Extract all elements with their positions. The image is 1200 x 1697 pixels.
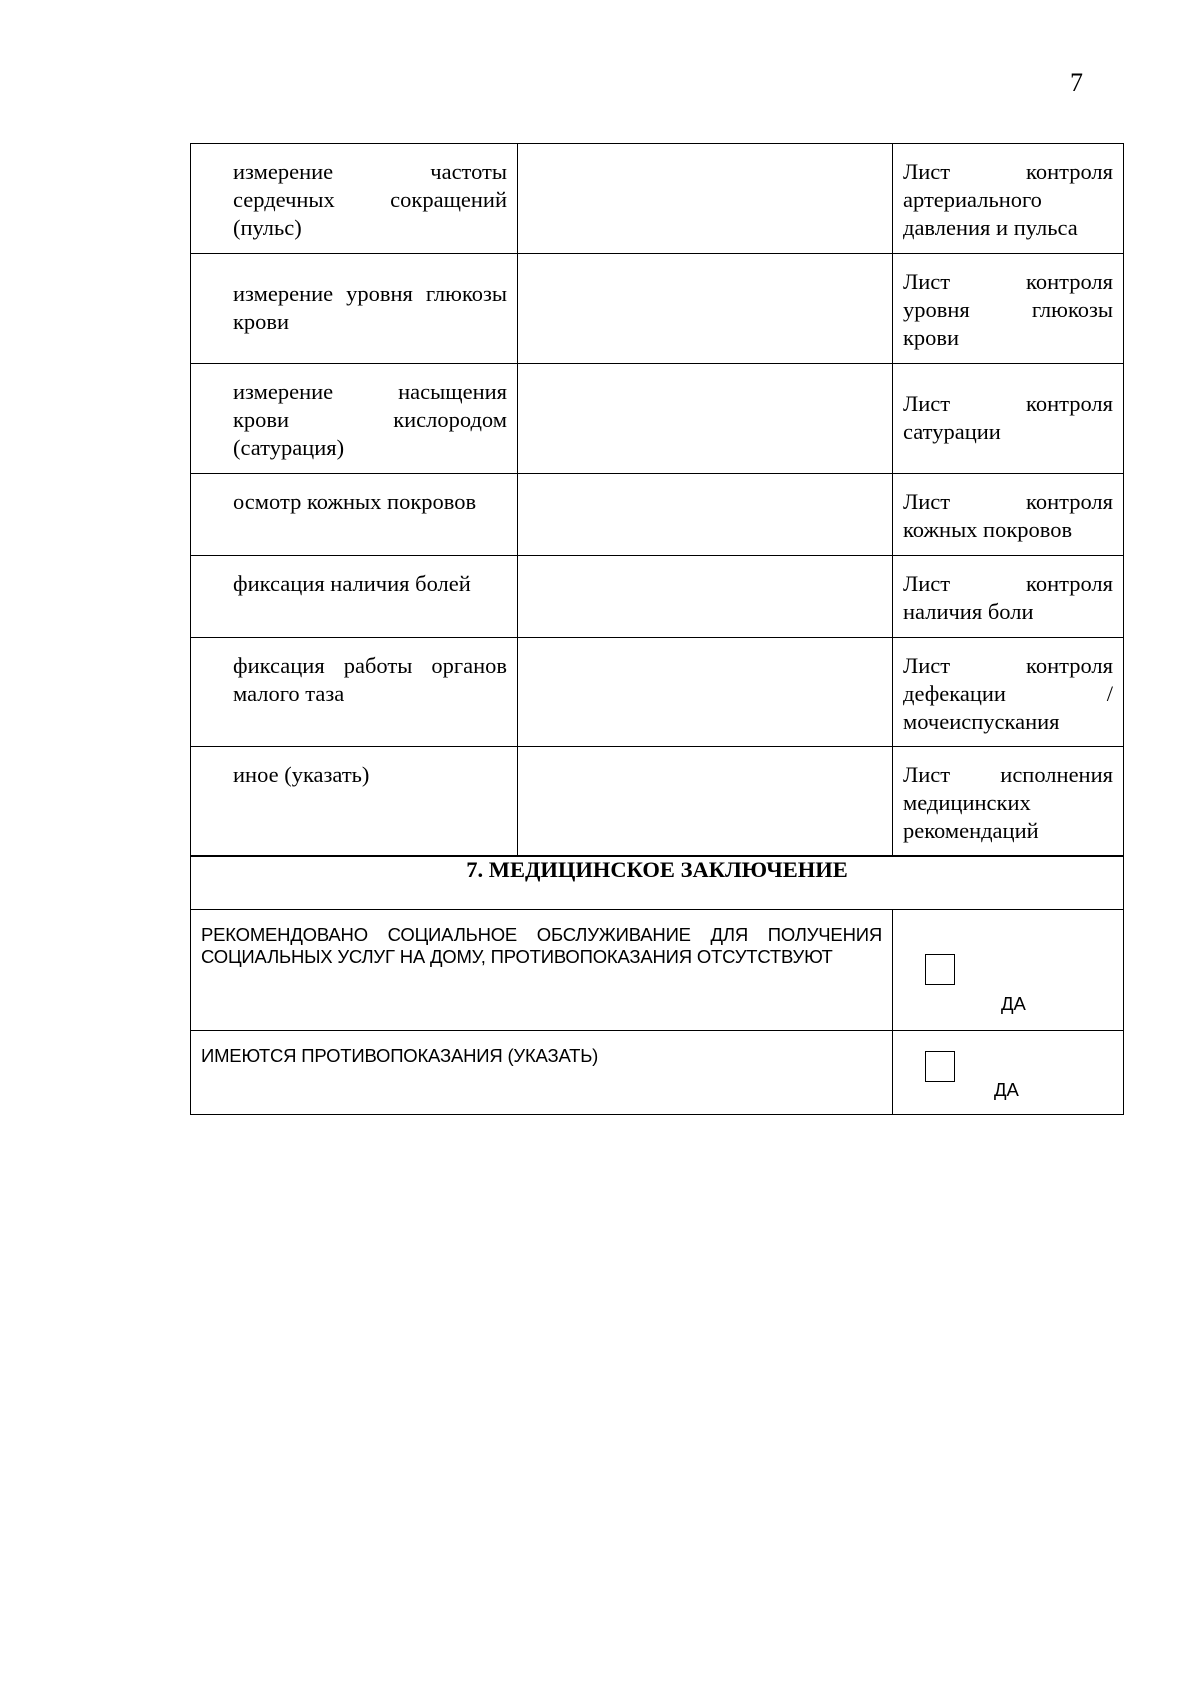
page-number: 7	[1070, 68, 1083, 97]
control-sheet-cell: Лист контроля сатурации	[903, 390, 1113, 444]
conclusion-text: ИМЕЮТСЯ ПРОТИВОПОКАЗАНИЯ (УКАЗАТЬ)	[201, 1045, 599, 1066]
procedure-cell: иное (указать)	[233, 762, 370, 787]
control-sheet-cell: Лист контроля наличия боли	[903, 571, 1113, 624]
procedure-cell: осмотр кожных покровов	[233, 489, 477, 514]
control-sheet-cell: Лист контроля кожных покровов	[903, 489, 1113, 542]
procedure-cell: фиксация работы органов малого таза	[233, 653, 507, 706]
checkbox-cell	[893, 1031, 1124, 1115]
procedure-cell: измерение частоты сердечных сокращений (пульс)	[233, 159, 507, 240]
notes-cell[interactable]	[518, 254, 893, 364]
notes-cell[interactable]	[518, 556, 893, 638]
procedure-cell: фиксация наличия болей	[233, 571, 471, 596]
control-sheet-cell: Лист контроля артериального давления и пульса	[903, 159, 1113, 240]
contraindications-checkbox[interactable]	[925, 1051, 955, 1082]
conclusion-row	[191, 1031, 1124, 1115]
table-row	[191, 144, 1124, 254]
medical-monitoring-table	[190, 143, 1124, 1115]
procedure-cell: измерение уровня глюкозы крови	[233, 280, 507, 334]
control-sheet-cell: Лист исполнения медицинских рекомендаций	[903, 762, 1113, 843]
checkbox-cell	[893, 910, 1124, 1031]
table-row	[191, 747, 1124, 856]
notes-cell[interactable]	[518, 364, 893, 474]
table-row	[191, 364, 1124, 474]
table-row	[191, 474, 1124, 556]
notes-cell[interactable]	[518, 747, 893, 856]
recommended-checkbox[interactable]	[925, 954, 955, 985]
table-row	[191, 638, 1124, 747]
notes-cell[interactable]	[518, 638, 893, 747]
procedure-cell: измерение насыщения крови кислородом (сатурация)	[233, 379, 507, 460]
checkbox-label: ДА	[994, 1079, 1019, 1100]
notes-cell[interactable]	[518, 144, 893, 254]
checkbox-label: ДА	[1001, 993, 1026, 1014]
table-row	[191, 556, 1124, 638]
notes-cell[interactable]	[518, 474, 893, 556]
section-title: 7. МЕДИЦИНСКОЕ ЗАКЛЮЧЕНИЕ	[191, 856, 1124, 910]
section-header-row	[191, 856, 1124, 910]
conclusion-row	[191, 910, 1124, 1031]
control-sheet-cell: Лист контроля дефекации /мочеиспускания	[903, 653, 1113, 734]
control-sheet-cell: Лист контроля уровня глюкозы крови	[903, 269, 1113, 350]
table-row	[191, 254, 1124, 364]
conclusion-text: РЕКОМЕНДОВАНО СОЦИАЛЬНОЕ ОБСЛУЖИВАНИЕ ДЛЯ ПОЛУЧЕНИЯ СОЦИАЛЬНЫХ УСЛУГ НА ДОМУ, ПРОТИВОПОКАЗАНИЯ ОТСУТСТВУЮТ	[201, 924, 882, 967]
